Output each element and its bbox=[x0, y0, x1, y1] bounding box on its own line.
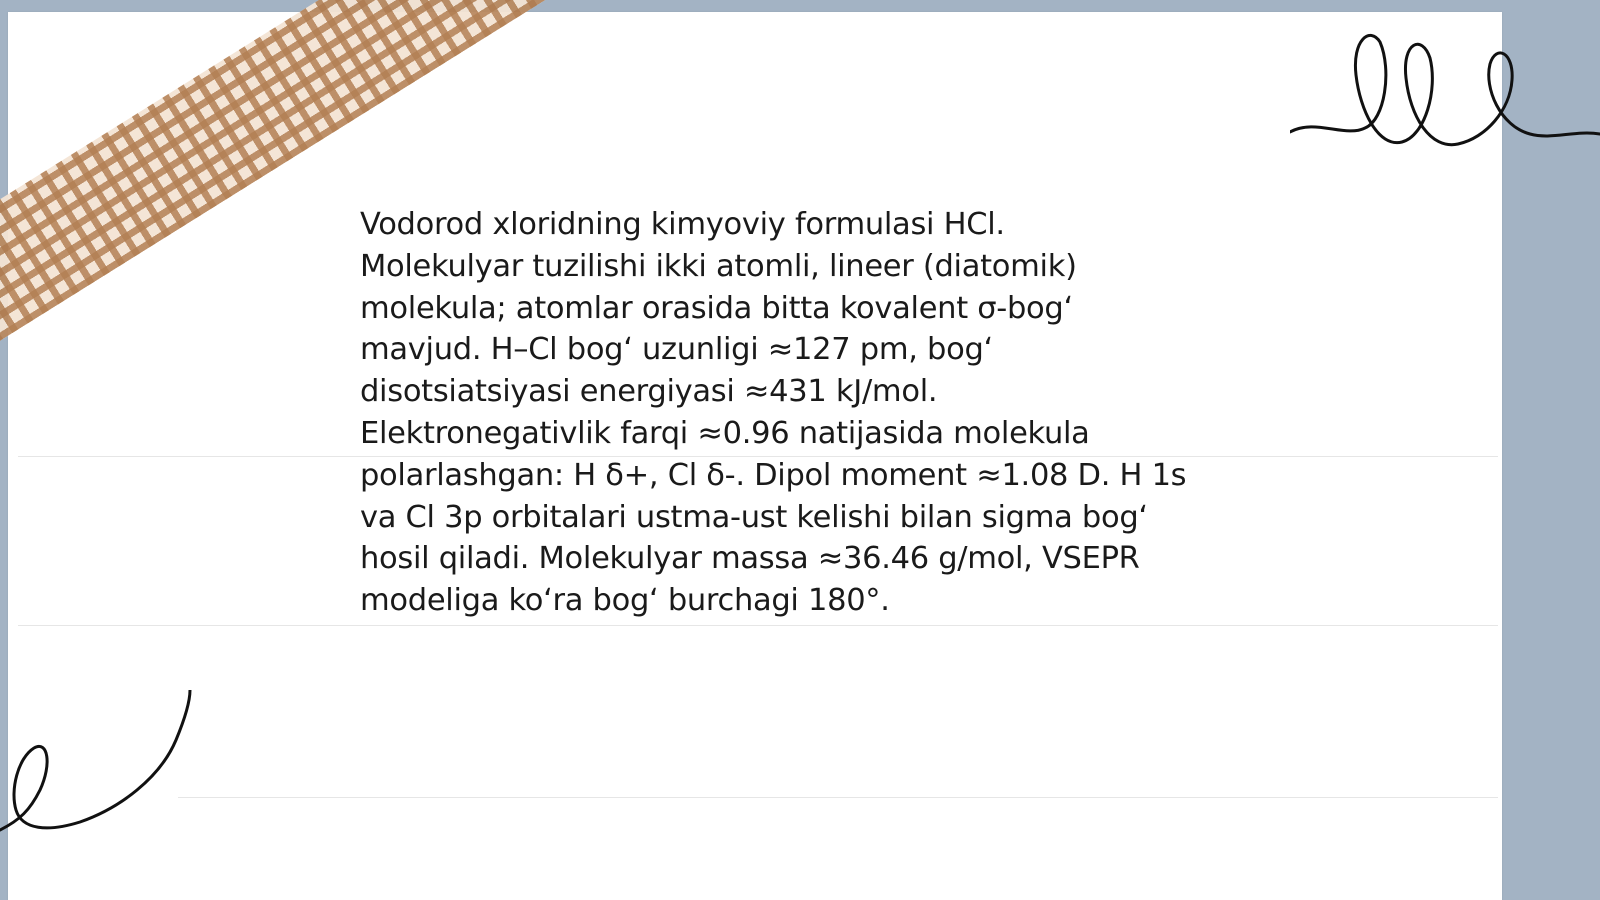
loop-scribble-decoration bbox=[1290, 30, 1600, 170]
paper-rule-line bbox=[178, 797, 1498, 798]
swirl-scribble-decoration bbox=[0, 690, 210, 850]
slide-body-text: Vodorod xloridning kimyoviy formulasi HCl. Molekulyar tuzilishi ikki atomli, lineer (diatomik) molekula; atomlar orasida bitta kovalent σ-bog‘ mavjud. H–Cl bog‘ uzunligi ≈127 pm, bog‘ disotsiatsiyasi energiyasi ≈431 kJ/mol. Elektronegativlik farqi ≈0.96 natijasida molekula polarlashgan: H δ+, Cl δ-. Dipol moment ≈1.08 D. H 1s va Cl 3p orbitalari ustma-ust kelishi bilan sigma bog‘ hosil qiladi. Molekulyar massa ≈36.46 g/mol, VSEPR modeliga ko‘ra bog‘ burchagi 180°. bbox=[360, 207, 1187, 619]
paper-rule-line bbox=[18, 625, 1498, 626]
